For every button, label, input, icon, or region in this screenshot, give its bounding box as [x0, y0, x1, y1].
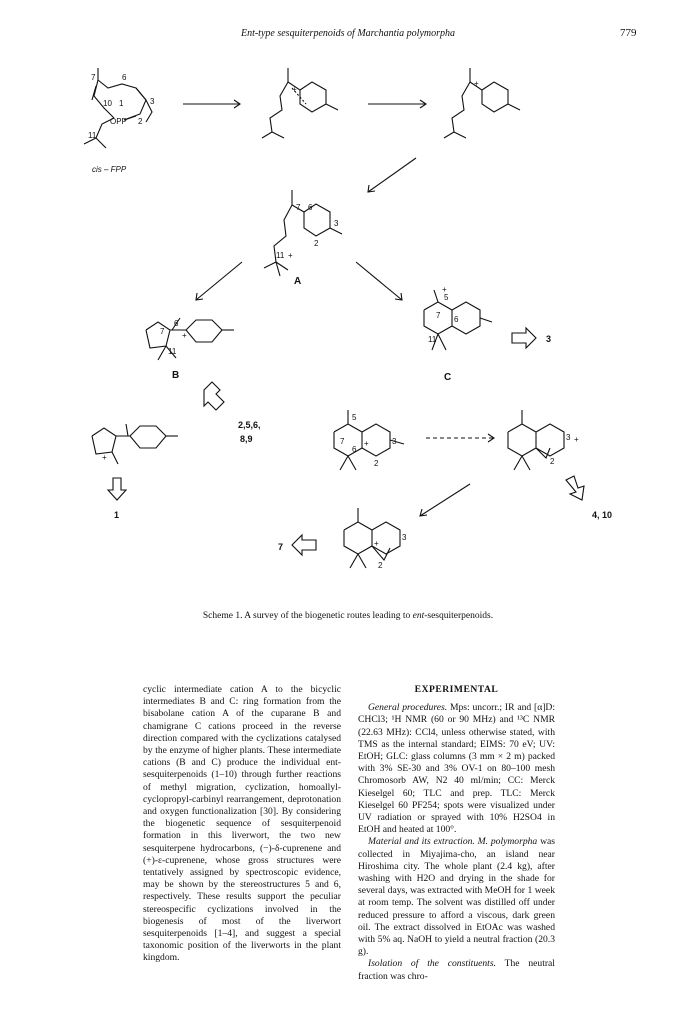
label-n3a: 3	[150, 97, 155, 106]
general-procedures-text: Mps: uncorr.; IR and [α]D: CHCl3; ¹H NMR (60 or 90 MHz) and ¹³C NMR (22.63 MHz): CCl4, unless otherwise stated, with TMS as the internal standard; EIMS: 70 eV; UV: EtOH; GLC: glass columns (3 mm × 2 m) packed with 3% SE-30 and 3% OV-1 on 80–100 mesh Chromosorb AW, N2 40 ml/min; CC: Merck Kieselgel 60; TLC and prep. TLC: Merck Kieselgel 60 PF254; spots were visualized under UV radiation or sprayed with 10% H2SO4 in EtOH and heated at 100°.	[358, 702, 556, 836]
caption-tail: -sesquiterpenoids.	[424, 611, 494, 621]
label-plus-b: +	[182, 331, 187, 340]
caption-italic: ent	[412, 611, 425, 621]
label-plus-a: +	[288, 251, 293, 260]
label-n7e: 7	[340, 437, 345, 446]
label-n2b: 2	[314, 239, 319, 248]
label-to-7: 7	[278, 542, 284, 552]
label-cis-fpp: cis – FPP	[92, 165, 127, 174]
label-n2f: 2	[550, 457, 555, 466]
structure-cation-b	[146, 318, 234, 360]
label-to-4-10: 4, 10	[592, 510, 613, 520]
label-n3e: 3	[392, 437, 397, 446]
label-n6b: 6	[308, 203, 313, 212]
general-procedures-lead: General procedures.	[368, 702, 448, 714]
material-extraction-species: M. polymorpha	[474, 836, 538, 848]
structure-intermediate-2	[444, 68, 520, 138]
label-plus-g: +	[374, 539, 379, 548]
label-n3f: 3	[566, 433, 571, 442]
page-number: 779	[620, 27, 637, 39]
label-n7a: 7	[91, 73, 96, 82]
label-n11d: 11	[428, 335, 437, 344]
label-n3b: 3	[334, 219, 339, 228]
label-plus-e: +	[364, 439, 369, 448]
label-cation-a: A	[294, 276, 302, 287]
label-cation-b: B	[172, 370, 180, 381]
label-n5e: 5	[352, 413, 357, 422]
structure-cation-a	[264, 190, 342, 276]
material-extraction-text: was collected in Miyajima-cho, an island near Hiroshima city. The whole plant (2.4 kg), after washing with H2O and drying in the shade for several days, was extracted with MeOH for 1 week at room temp. The solvent was distilled off under reduced pressure to afford a viscous, dark green oil. The extract dissolved in EtOAc was washed with 5% aq. NaOH to yield a neutral fraction (20.3 g).	[358, 836, 555, 958]
label-to-3: 3	[546, 334, 552, 344]
left-column	[143, 684, 341, 965]
label-cation-c: C	[444, 372, 452, 383]
label-n6e: 6	[352, 445, 357, 454]
label-plus-f: +	[574, 435, 579, 444]
label-n5d: 5	[444, 293, 449, 302]
paragraph-general-procedures	[358, 702, 555, 836]
label-n10a: 10	[103, 99, 112, 108]
label-n7c: 7	[160, 327, 165, 336]
isolation-text: The neutral fraction was chro-	[358, 958, 555, 982]
label-n2e: 2	[374, 459, 379, 468]
material-extraction-lead: Material and its extraction.	[368, 836, 475, 848]
label-n6a: 6	[122, 73, 127, 82]
label-n11a: 11	[88, 131, 97, 140]
label-n7d: 7	[436, 311, 441, 320]
structure-cyclopropyl-cation	[508, 410, 564, 470]
left-column-text: cyclic intermediate cation A to the bicyclic intermediates B and C: ring formation from the bisabolane cation A of the cuparane B and chamigrane C cations proceed in the reverse direction compared with the cyclizations catalysed by the enzyme of higher plants. These intermediate cations (B and C) produce the individual ent-sesquiterpenoids (1–10) through further reactions of methyl migration, cyclization, homoallyl-cyclopropyl-carbinyl rearrangement, deprotonation and oxygen functionalization [30]. By considering the biogenetic sequence of sesquiterpenoid formation in this liverwort, the two new sesquiterpene hydrocarbons, (−)-δ-cuprenene and (+)-ε-cuprenene, whose gross structures were tentatively assigned by spectroscopic evidence, may be shown by the stereostructures 5 and 6, respectively. These results support the peculiar stereospecific cyclizations involved in the biogenesis of most of the liverwort sesquiterpenoids [1–4], and suggest a special taxonomic position of the liverworts in the plant kingdom.	[143, 684, 341, 964]
label-n11b: 11	[276, 251, 285, 260]
section-heading-experimental: EXPERIMENTAL	[414, 684, 499, 695]
scheme-caption	[0, 611, 696, 621]
label-n3g: 3	[402, 533, 407, 542]
label-n7b: 7	[296, 203, 301, 212]
structure-intermediate-1	[262, 68, 338, 138]
label-n11c: 11	[168, 347, 177, 356]
paragraph-isolation	[358, 958, 555, 982]
right-column	[358, 684, 555, 983]
isolation-lead: Isolation of the constituents.	[368, 958, 496, 970]
structure-bottom-cation	[344, 508, 400, 568]
label-plus-c: +	[442, 285, 447, 294]
label-to-1: 1	[114, 510, 120, 520]
paragraph-material-extraction	[358, 836, 555, 958]
running-header-title: Ent-type sesquiterpenoids of Marchantia polymorpha	[240, 28, 456, 39]
label-n6d: 6	[454, 315, 459, 324]
label-plus-1: +	[292, 85, 297, 94]
label-n2a: 2	[138, 117, 143, 126]
label-opp: OPP	[110, 117, 127, 126]
label-n6c: 6	[174, 319, 179, 328]
caption-lead: Scheme 1. A survey of the biogenetic routes leading to	[202, 611, 413, 621]
label-n1a: 1	[119, 99, 124, 108]
label-plus-2: +	[474, 79, 479, 88]
label-to-2-5-6: 2,5,6,	[238, 420, 261, 430]
label-plus-bfrag: +	[102, 453, 107, 462]
label-n2g: 2	[378, 561, 383, 570]
label-to-8-9: 8,9	[240, 434, 253, 444]
